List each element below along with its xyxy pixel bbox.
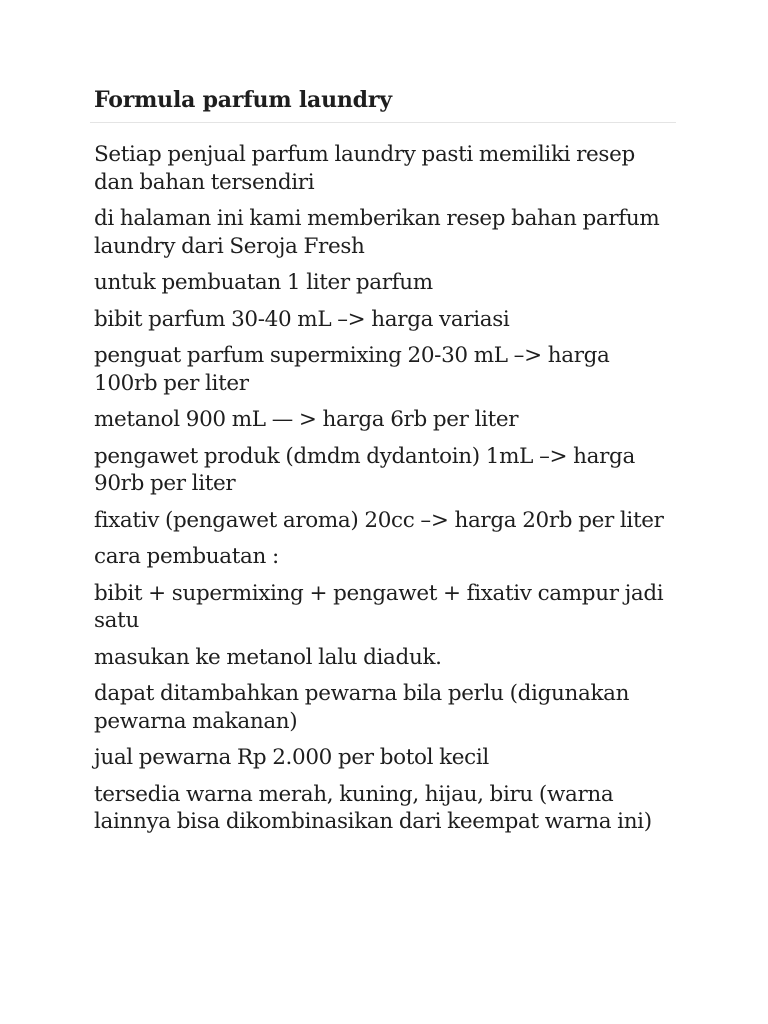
paragraph: Setiap penjual parfum laundry pasti memiliki resep dan bahan tersendiri (94, 142, 635, 195)
paragraph: dapat ditambahkan pewarna bila perlu (digunakan pewarna makanan) (94, 681, 630, 734)
paragraph: di halaman ini kami memberikan resep bahan parfum laundry dari Seroja Fresh (94, 206, 660, 259)
paragraph: metanol 900 mL — > harga 6rb per liter (94, 407, 519, 432)
paragraph: jual pewarna Rp 2.000 per botol kecil (94, 745, 489, 770)
paragraph: cara pembuatan : (94, 544, 279, 569)
paragraph: bibit parfum 30-40 mL –> harga variasi (94, 306, 510, 332)
document-body (94, 141, 674, 836)
paragraph: penguat parfum supermixing 20-30 mL –> harga 100rb per liter (94, 343, 610, 396)
paragraph: untuk pembuatan 1 liter parfum (94, 270, 433, 295)
paragraph: bibit + supermixing + pengawet + fixativ campur jadi satu (94, 580, 664, 633)
document-title: Formula parfum laundry (94, 87, 392, 113)
title-divider (90, 122, 676, 123)
paragraph: tersedia warna merah, kuning, hijau, biru (warna lainnya bisa dikombinasikan dari keempat warna ini) (94, 781, 652, 834)
paragraph: masukan ke metanol lalu diaduk. (94, 644, 442, 670)
paragraph: fixativ (pengawet aroma) 20cc –> harga 20rb per liter (94, 507, 664, 533)
paragraph: pengawet produk (dmdm dydantoin) 1mL –> harga 90rb per liter (94, 443, 635, 496)
